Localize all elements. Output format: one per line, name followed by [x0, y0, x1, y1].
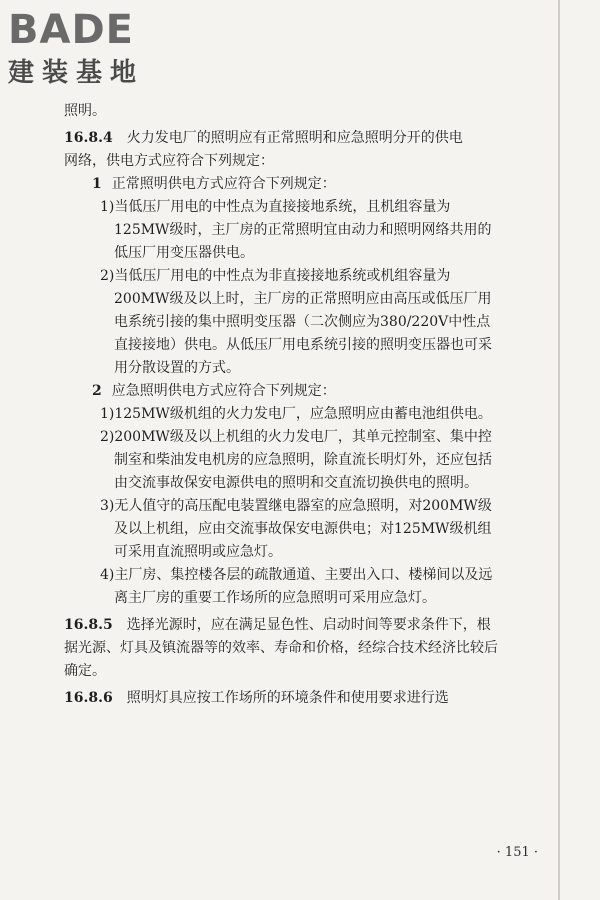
- item-number: 1: [92, 176, 102, 192]
- clause-text-line1: 火力发电厂的照明应有正常照明和应急照明分开的供电: [126, 130, 463, 146]
- item-1-sub-1: 1)当低压厂用电的中性点为直接接地系统，且机组容量为125MW级时，主厂房的正常照明宜由动力和照明网络共用的低压厂用变压器供电。: [100, 199, 492, 261]
- clause-number: 16.8.5: [64, 617, 113, 633]
- clause-text-line2: 网络，供电方式应符合下列规定：: [64, 153, 274, 169]
- logo: [8, 8, 173, 90]
- item-1: [92, 173, 504, 196]
- clause-number: 16.8.4: [64, 130, 113, 146]
- page-number: · 151 ·: [496, 845, 538, 860]
- item-2-sub-3: 3)无人值守的高压配电装置继电器室的应急照明，对200MW级及以上机组，应由交流事故保安电源供电；对125MW级机组可采用直流照明或应急灯。: [100, 498, 492, 560]
- logo-text-top: BADE: [8, 7, 134, 53]
- preceding-fragment: 照明。: [64, 103, 106, 119]
- clause-text: 选择光源时，应在满足显色性、启动时间等要求条件下，根据光源、灯具及镇流器等的效率、寿命和价格，经综合技术经济比较后确定。: [64, 617, 498, 679]
- document-body: [64, 100, 504, 710]
- clause-16-8-4: [64, 127, 504, 173]
- item-text: 正常照明供电方式应符合下列规定：: [111, 176, 336, 192]
- item-2-sub-4: 4)主厂房、集控楼各层的疏散通道、主要出入口、楼梯间以及远离主厂房的重要工作场所的应急照明可采用应急灯。: [100, 567, 493, 606]
- clause-16-8-5: [64, 614, 504, 683]
- item-1-sub-2: 2)当低压厂用电的中性点为非直接接地系统或机组容量为200MW级及以上时，主厂房的正常照明应由高压或低压厂用电系统引接的集中照明变压器（二次侧应为380/220V中性点直接接地）供电。从低压厂用电系统引接的照明变压器也可采用分散设置的方式。: [100, 268, 492, 376]
- logo-text-bottom: 建装基地: [8, 58, 145, 88]
- clause-number: 16.8.6: [64, 690, 113, 706]
- item-text: 应急照明供电方式应符合下列规定：: [111, 383, 336, 399]
- item-2-sub-2: 2)200MW级及以上机组的火力发电厂，其单元控制室、集中控制室和柴油发电机房的应急照明，除直流长明灯外，还应包括由交流事故保安电源供电的照明和交直流切换供电的照明。: [100, 429, 492, 491]
- page-edge-line: [558, 0, 560, 900]
- clause-text: 照明灯具应按工作场所的环境条件和使用要求进行选: [126, 690, 449, 706]
- item-2-sub-1: 1)125MW级机组的火力发电厂，应急照明应由蓄电池组供电。: [100, 406, 492, 422]
- item-number: 2: [92, 383, 102, 399]
- clause-16-8-6: [64, 687, 504, 710]
- item-2: [92, 380, 504, 403]
